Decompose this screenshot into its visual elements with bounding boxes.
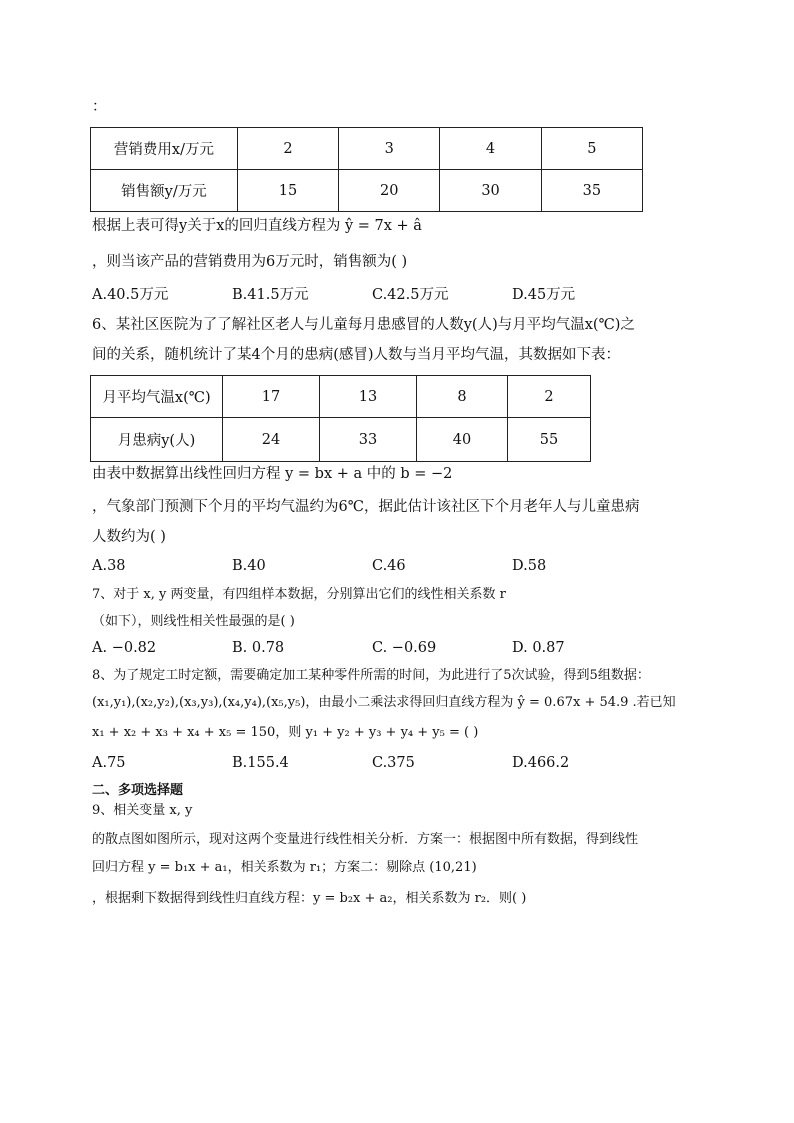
row-label: 销售额y/万元 [91,170,238,212]
q6-line4: ，气象部门预测下个月的平均气温约为6℃，据此估计该社区下个月老年人与儿童患病 [92,499,640,515]
q8-option-a: A.75 [92,755,126,771]
q5-option-d: D.45万元 [512,287,576,303]
marketing-table [90,127,643,212]
q7-option-a: A. −0.82 [92,640,157,656]
q6-line5: 人数约为( ) [92,529,166,545]
q6-option-d: D.58 [512,558,547,574]
top-mark: ： [92,99,107,115]
q7-option-b: B. 0.78 [232,640,285,656]
table-cell: 33 [320,418,417,462]
q6-option-b: B.40 [232,558,266,574]
table-row [91,170,643,212]
q5-option-b: B.41.5万元 [232,287,309,303]
q6-line1: 6、某社区医院为了了解社区老人与儿童每月患感冒的人数y(人)与月平均气温x(℃)之 [92,317,635,333]
q8-option-b: B.155.4 [232,755,289,771]
q5-option-c: C.42.5万元 [372,287,449,303]
q8-line1: 8、为了规定工时定额，需要确定加工某种零件所需的时间，为此进行了5次试验，得到5组数据： [92,668,650,683]
table-row [91,128,643,170]
table-cell: 8 [417,376,508,418]
q8-line2: (x₁,y₁),(x₂,y₂),(x₃,y₃),(x₄,y₄),(x₅,y₅)，由最小二乘法求得回归直线方程为 ŷ = 0.67x + 54.9 .若已知 [92,695,676,710]
table-cell: 35 [541,170,642,212]
table-cell: 24 [223,418,320,462]
q7-option-d: D. 0.87 [512,640,565,656]
q5-line1: 根据上表可得y关于x的回归直线方程为 ŷ = 7x + â [92,218,422,234]
q7-line2: （如下），则线性相关性最强的是( ) [92,614,295,629]
section-heading: 二、多项选择题 [92,783,184,798]
table-row [91,376,591,418]
q9-line4: ，根据剩下数据得到线性归直线方程：y = b₂x + a₂，相关系数为 r₂．则( ) [92,891,527,906]
table-cell: 55 [508,418,591,462]
row-label: 月患病y(人) [91,418,223,462]
row-label: 月平均气温x(℃) [91,376,223,418]
table-cell: 2 [237,128,338,170]
q8-line3: x₁ + x₂ + x₃ + x₄ + x₅ = 150，则 y₁ + y₂ + y₃ + y₄ + y₅ = ( ) [92,725,479,740]
temperature-table [90,375,591,462]
q9-line1: 9、相关变量 x, y [92,803,193,818]
table-cell: 5 [541,128,642,170]
q5-option-a: A.40.5万元 [92,287,169,303]
table-cell: 20 [339,170,440,212]
table-cell: 30 [440,170,541,212]
q8-option-d: D.466.2 [512,755,570,771]
q6-option-a: A.38 [92,558,126,574]
q6-line2: 间的关系，随机统计了某4个月的患病(感冒)人数与当月平均气温，其数据如下表： [92,347,621,363]
table-cell: 3 [339,128,440,170]
row-label: 营销费用x/万元 [91,128,238,170]
table-cell: 17 [223,376,320,418]
q7-option-c: C. −0.69 [372,640,437,656]
q8-option-c: C.375 [372,755,415,771]
table-cell: 4 [440,128,541,170]
q6-option-c: C.46 [372,558,406,574]
q5-line2: ，则当该产品的营销费用为6万元时，销售额为( ) [92,254,408,270]
table-cell: 13 [320,376,417,418]
q6-line3: 由表中数据算出线性回归方程 y = bx + a 中的 b = −2 [92,466,453,482]
q7-line1: 7、对于 x, y 两变量，有四组样本数据，分别算出它们的线性相关系数 r [92,587,506,602]
table-row [91,418,591,462]
table-cell: 2 [508,376,591,418]
q9-line2: 的散点图如图所示，现对这两个变量进行线性相关分析．方案一：根据图中所有数据，得到线性 [92,832,639,847]
table-cell: 15 [237,170,338,212]
table-cell: 40 [417,418,508,462]
q9-line3: 回归方程 y = b₁x + a₁，相关系数为 r₁；方案二：剔除点 (10,21) [92,860,477,875]
